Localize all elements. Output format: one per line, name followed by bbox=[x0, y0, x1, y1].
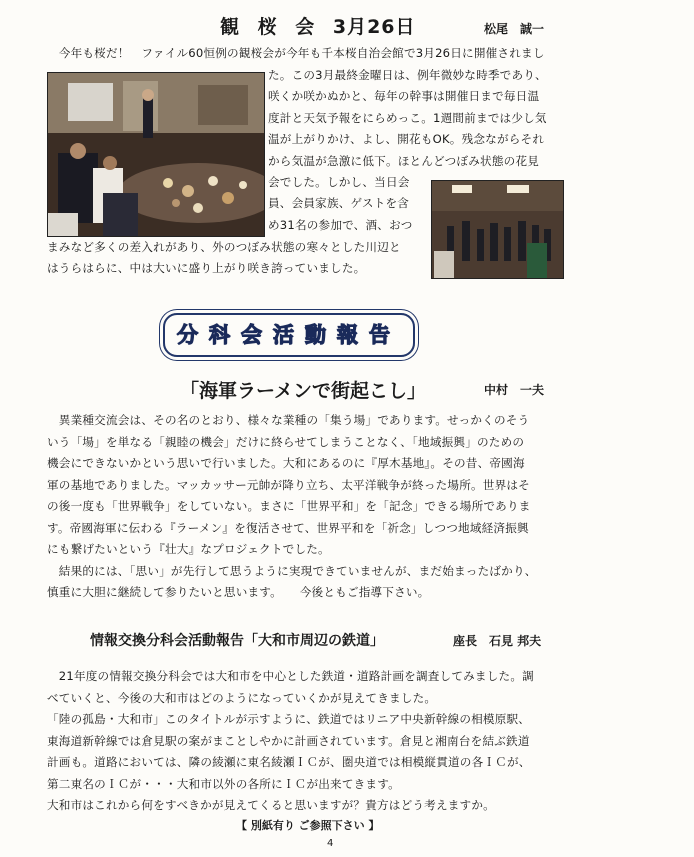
article3-line-0: 21年度の情報交換分科会では大和市を中心とした鉄道・道路計画を調査してみました。調 bbox=[47, 669, 534, 683]
article1-line-5: から気温が急激に低下。ほとんどつぼみ状態の花見 bbox=[268, 154, 540, 168]
article2-line-0: 異業種交流会は、その名のとおり、様々な業種の「集う場」であります。せっかくのそう bbox=[47, 413, 530, 427]
article2-line-8: 慎重に大胆に継続して参りたいと思います。 今後ともご指導下さい。 bbox=[47, 585, 430, 599]
article1-line-0: 今年も桜だ！ ファイル60恒例の観桜会が今年も千本桜自治会館で3月26日に開催されまし bbox=[47, 46, 545, 60]
article1-line-3: 度計と天気予報をにらめっこ。1週間前までは少し気 bbox=[268, 111, 547, 125]
article1-title: 観 桜 会 3月26日 bbox=[220, 16, 416, 38]
article3-line-4: 計画も。道路においては、隣の綾瀬に東名綾瀬ＩＣが、圏央道では相模縦貫道の各ＩＣが、 bbox=[47, 755, 531, 769]
article2-line-1: いう「場」を単なる「親睦の機会」だけに終らせてしまうことなく、「地域振興」のための bbox=[47, 435, 525, 449]
article1-line-6: 会でした。しかし、当日会 bbox=[268, 175, 410, 189]
article1-line-4: 温が上がりかけ、よし、開花もOK。残念ながらそれ bbox=[268, 132, 545, 146]
article2-line-3: 軍の基地でありました。マッカッサー元帥が降り立ち、太平洋戦争が終った場所。世界はそ bbox=[47, 478, 530, 492]
article2-line-5: す。帝國海軍に伝わる『ラーメン』を復活させて、世界平和を「祈念」しつつ地域経済振興 bbox=[47, 521, 529, 535]
attachment-note: 【 別紙有り ご参照下さい 】 bbox=[236, 819, 380, 832]
page-number: 4 bbox=[327, 838, 334, 849]
article3-title: 情報交換分科会活動報告「大和市周辺の鉄道」 bbox=[90, 633, 384, 649]
article2-author: 中村 一夫 bbox=[484, 383, 545, 397]
article3-author: 座長 石見 邦夫 bbox=[453, 634, 542, 648]
article3-line-6: 大和市はこれから何をすべきかが見えてくると思いますが？貴方はどう考えますか。 bbox=[47, 798, 495, 812]
article1-line-9: まみなど多くの差入れがあり、外のつぼみ状態の寒々とした川辺と bbox=[47, 240, 401, 254]
article2-title: 「海軍ラーメンで街起こし」 bbox=[180, 380, 427, 402]
article2-line-7: 結果的には、「思い」が先行して思うように実現できていませんが、まだ始まったばかり、 bbox=[47, 564, 537, 578]
article3-line-5: 第二東名のＩＣが・・・大和市以外の各所にＩＣが出来てきます。 bbox=[47, 777, 400, 791]
article2-line-2: 機会にできないかという思いで行いました。大和にあるのに『厚木基地』。その昔、帝國海 bbox=[47, 456, 525, 470]
article1-line-7: 員、会員家族、ゲストを含 bbox=[268, 196, 410, 210]
section-badge-label: 分科会活動報告 bbox=[177, 323, 401, 347]
article3-line-3: 東海道新幹線では倉見駅の案がまことしやかに計画されています。倉見と湘南台を結ぶ鉄道 bbox=[47, 734, 530, 748]
hall-photo bbox=[431, 180, 564, 279]
article1-date: 3月26日 bbox=[332, 16, 416, 38]
article1-line-1: た。この3月最終金曜日は、例年微妙な時季であり、 bbox=[268, 68, 547, 82]
article1-line-10: はうらはらに、中は大いに盛り上がり咲き誇っていました。 bbox=[47, 261, 366, 275]
party-photo bbox=[47, 72, 265, 237]
article2-line-6: にも繋げたいという『壮大』なプロジェクトでした。 bbox=[47, 542, 330, 556]
article3-line-2: 「陸の孤島・大和市」このタイトルが示すように、鉄道ではリニア中央新幹線の相模原駅、 bbox=[47, 712, 531, 726]
article1-line-8: め31名の参加で、酒、おつ bbox=[268, 218, 413, 232]
article2-line-4: の後一度も「世界戦争」をしていない。まさに「世界平和」を「記念」できる場所でありま bbox=[47, 499, 531, 513]
article1-line-2: 咲くか咲かぬかと、毎年の幹事は開催日まで毎日温 bbox=[268, 89, 540, 103]
article1-author: 松尾 誠一 bbox=[484, 22, 545, 36]
article3-line-1: べていくと、今後の大和市はどのようになっていくかが見えてきました。 bbox=[47, 691, 437, 705]
section-badge bbox=[163, 313, 415, 357]
